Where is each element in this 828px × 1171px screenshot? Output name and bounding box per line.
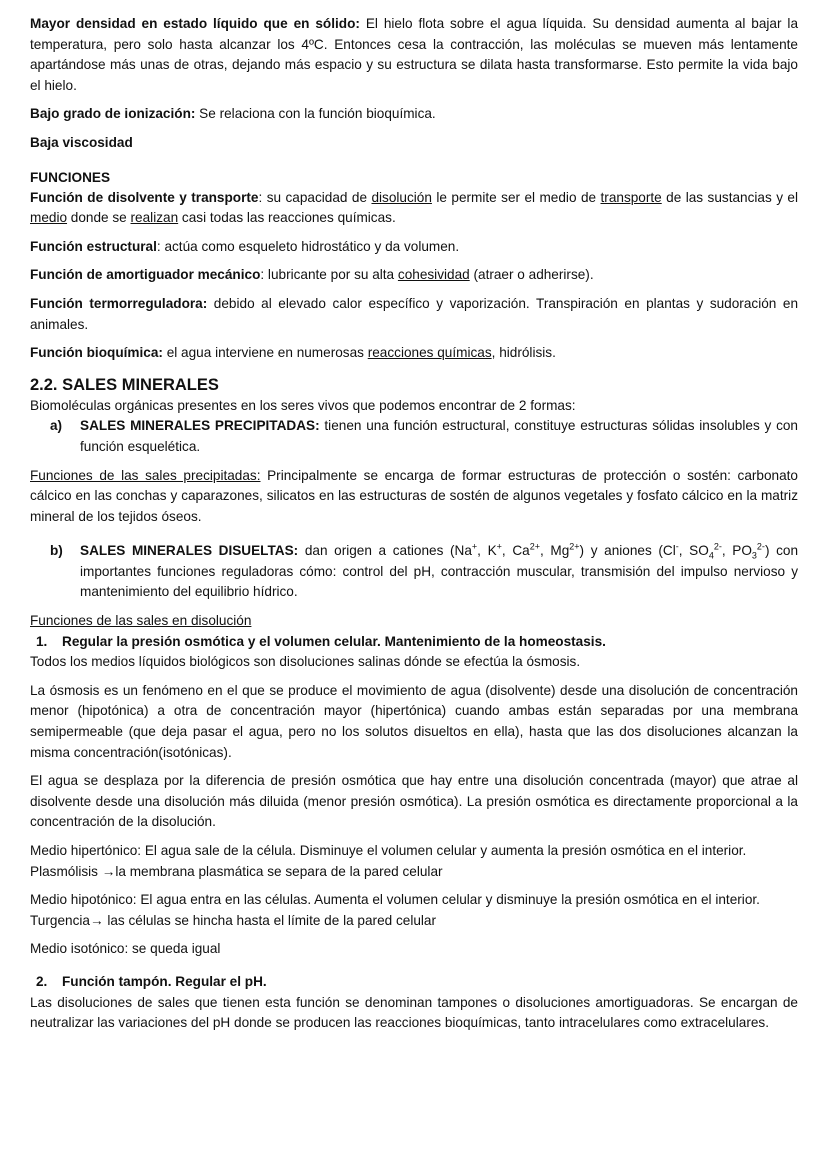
text-bioquimica-2: , hidrólisis.: [491, 345, 556, 361]
term-disueltas: SALES MINERALES DISUELTAS:: [80, 543, 299, 559]
list-marker-2: 2.: [36, 973, 48, 989]
sup-na: +: [471, 541, 478, 552]
sup-mg: 2+: [569, 541, 580, 552]
text-disueltas-1: dan origen a cationes (Na: [298, 543, 472, 559]
paragraph-funciones-disolucion: [30, 611, 798, 632]
term-termorreguladora: Función termorreguladora:: [30, 295, 208, 311]
list-marker-b: b): [50, 543, 63, 559]
term-disolvente: Función de disolvente y transporte: [30, 189, 259, 205]
text-turgencia-2: las células se hincha hasta el límite de la pared celular: [103, 912, 437, 928]
text-disolvente-3: de las sustancias y el: [661, 189, 799, 205]
text-disueltas: [80, 541, 798, 603]
text-po: , PO: [721, 543, 752, 559]
text-amortiguador-2: (atraer o adherirse).: [469, 267, 594, 283]
text-bioquimica-1: el agua interviene en numerosas: [162, 345, 368, 361]
paragraph-funciones-precipitadas: [30, 466, 798, 528]
paragraph-ionizacion: [30, 104, 798, 125]
text-estructural: : actúa como esqueleto hidrostático y da volumen.: [156, 238, 460, 254]
paragraph-isotonico: Medio isotónico: se queda igual: [30, 941, 221, 957]
arrow-icon: →: [101, 863, 116, 879]
arrow-icon: →: [89, 912, 104, 928]
list-item-disueltas: [30, 541, 798, 603]
underlined-medio: medio: [30, 210, 68, 226]
sup-so4: 2-: [713, 541, 722, 552]
underlined-funciones-disolucion: Funciones de las sales en disolución: [30, 613, 252, 629]
text-densidad: El hielo flota sobre el agua líquida. Su densidad aumenta al bajar la temperatura, pero solo hasta alcanzar los 4ºC. Entonces cesa la contracción, las moléculas se mueven más lentamente apartándose más unas de otras, dejando más espacio y su estructura se dilata hasta transformarse. Esto permite la vida bajo el hielo.: [30, 16, 799, 93]
list-marker-a: a): [50, 418, 63, 434]
underlined-funciones-precipitadas: Funciones de las sales precipitadas:: [30, 467, 261, 483]
paragraph-densidad: [30, 14, 798, 96]
paragraph-amortiguador: [30, 265, 798, 286]
text-so: , SO: [678, 543, 709, 559]
heading-tampon: [62, 972, 798, 993]
text-mg: , Mg: [539, 543, 570, 559]
sup-k: +: [496, 541, 502, 552]
paragraph-termorreguladora: [30, 294, 798, 335]
paragraph-turgencia: [30, 911, 798, 932]
underlined-realizan: realizan: [130, 210, 179, 226]
term-bioquimica: Función bioquímica:: [30, 345, 163, 361]
paragraph-hipotonico: Medio hipotónico: El agua entra en las células. Aumenta el volumen celular y disminuye la presión osmótica en el interior.: [30, 892, 760, 908]
underlined-transporte: transporte: [600, 189, 662, 205]
sub-po3: 3: [751, 551, 757, 561]
text-plasmolisis-2: la membrana plasmática se separa de la pared celular: [115, 863, 443, 879]
list-marker-1: 1.: [36, 633, 48, 649]
heading-funciones: FUNCIONES: [30, 169, 111, 185]
term-estructural: Función estructural: [30, 238, 157, 254]
list-item-presion-osmotica: [30, 632, 798, 653]
heading-sales-minerales: 2.2. SALES MINERALES: [30, 375, 219, 394]
underlined-cohesividad: cohesividad: [397, 267, 470, 283]
underlined-disolucion: disolución: [371, 189, 432, 205]
text-disolvente-5: casi todas las reacciones químicas.: [178, 210, 396, 226]
term-tampon: Función tampón. Regular el pH.: [62, 973, 267, 989]
sup-cl: -: [675, 541, 679, 552]
text-disolvente-2: le permite ser el medio de: [431, 189, 601, 205]
text-precipitadas: [80, 416, 798, 457]
sub-so4: 4: [708, 551, 714, 561]
text-amortiguador-1: : lubricante por su alta: [260, 267, 398, 283]
paragraph-tampones: Las disoluciones de sales que tienen esta función se denominan tampones o disoluciones amortiguadoras. Se encargan de neutralizar las variaciones del pH donde se producen las reacciones bioquímicas, tanto intracelulares como extracelulares.: [30, 994, 798, 1031]
paragraph-medios-liquidos: Todos los medios líquidos biológicos son disoluciones salinas dónde se efectúa la ósmosis.: [30, 654, 581, 670]
list-item-precipitadas: [30, 416, 798, 457]
paragraph-disolvente: [30, 188, 798, 229]
paragraph-hipertonico: Medio hipertónico: El agua sale de la célula. Disminuye el volumen celular y aumenta la presión osmótica en el interior.: [30, 843, 747, 858]
term-viscosidad: Baja viscosidad: [30, 134, 133, 150]
term-ionizacion: Bajo grado de ionización:: [30, 106, 196, 122]
text-precipitadas-body: tienen una función estructural, constituye estructuras sólidas insolubles y con función esquelética.: [80, 418, 798, 454]
text-k: , K: [477, 543, 497, 559]
text-disueltas-2: ) y aniones (Cl: [579, 543, 676, 559]
paragraph-viscosidad: [30, 133, 798, 154]
sup-ca: 2+: [529, 541, 540, 552]
paragraph-presion: El agua se desplaza por la diferencia de presión osmótica que hay entre una disolución concentrada (mayor) que atrae al disolvente desde una disolución más diluida (menor presión osmótica). La presión osmótica es directamente proporcional a la concentración de la disolución.: [30, 773, 798, 830]
list-item-tampon: [30, 972, 798, 993]
paragraph-bioquimica: [30, 343, 798, 364]
sup-po3: 2-: [756, 541, 765, 552]
text-termorreguladora: debido al elevado calor específico y vaporización. Transpiración en plantas y sudoración en animales.: [30, 295, 799, 332]
text-plasmolisis: Plasmólisis: [30, 863, 102, 879]
term-precipitadas: SALES MINERALES PRECIPITADAS:: [80, 418, 320, 434]
text-ca: , Ca: [501, 543, 530, 559]
underlined-reacciones: reacciones químicas: [367, 345, 492, 361]
text-funciones-precipitadas: Principalmente se encarga de formar estructuras de protección o sostén: carbonato cálcico en las conchas y caparazones, silicatos en las estructuras de sostén de algunos vegetales y fosfato cálcico en la matriz mineral de los tejidos óseos.: [30, 467, 798, 524]
document-page: [30, 14, 798, 1034]
paragraph-estructural: [30, 237, 798, 258]
paragraph-plasmolisis: [30, 862, 798, 883]
text-disueltas-3: ) con importantes funciones reguladoras cómo: control del pH, contracción muscular, transmisión del impulso nervioso y mantenimiento del equilibrio hídrico.: [80, 543, 799, 600]
term-densidad: Mayor densidad en estado líquido que en sólido:: [30, 16, 360, 31]
paragraph-sales-intro: Biomoléculas orgánicas presentes en los seres vivos que podemos encontrar de 2 formas:: [30, 397, 576, 413]
text-turgencia: Turgencia: [30, 912, 90, 928]
text-disolvente-1: : su capacidad de: [258, 189, 372, 205]
paragraph-osmosis: La ósmosis es un fenómeno en el que se produce el movimiento de agua (disolvente) desde una disolución de concentración menor (hipotónica) a otra de concentración mayor (hipertónica) cuando ambas están separadas por una membrana semipermeable (que deja pasar el agua, pero no los solutos disueltos en ella), hasta que las dos disoluciones alcanzan la misma concentración(isotónicas).: [30, 682, 798, 760]
term-presion-osmotica: Regular la presión osmótica y el volumen celular. Mantenimiento de la homeostasis.: [62, 633, 606, 649]
text-ionizacion: Se relaciona con la función bioquímica.: [195, 106, 436, 122]
heading-presion-osmotica: [62, 632, 798, 653]
term-amortiguador: Función de amortiguador mecánico: [30, 267, 261, 283]
text-disolvente-4: donde se: [67, 210, 131, 226]
